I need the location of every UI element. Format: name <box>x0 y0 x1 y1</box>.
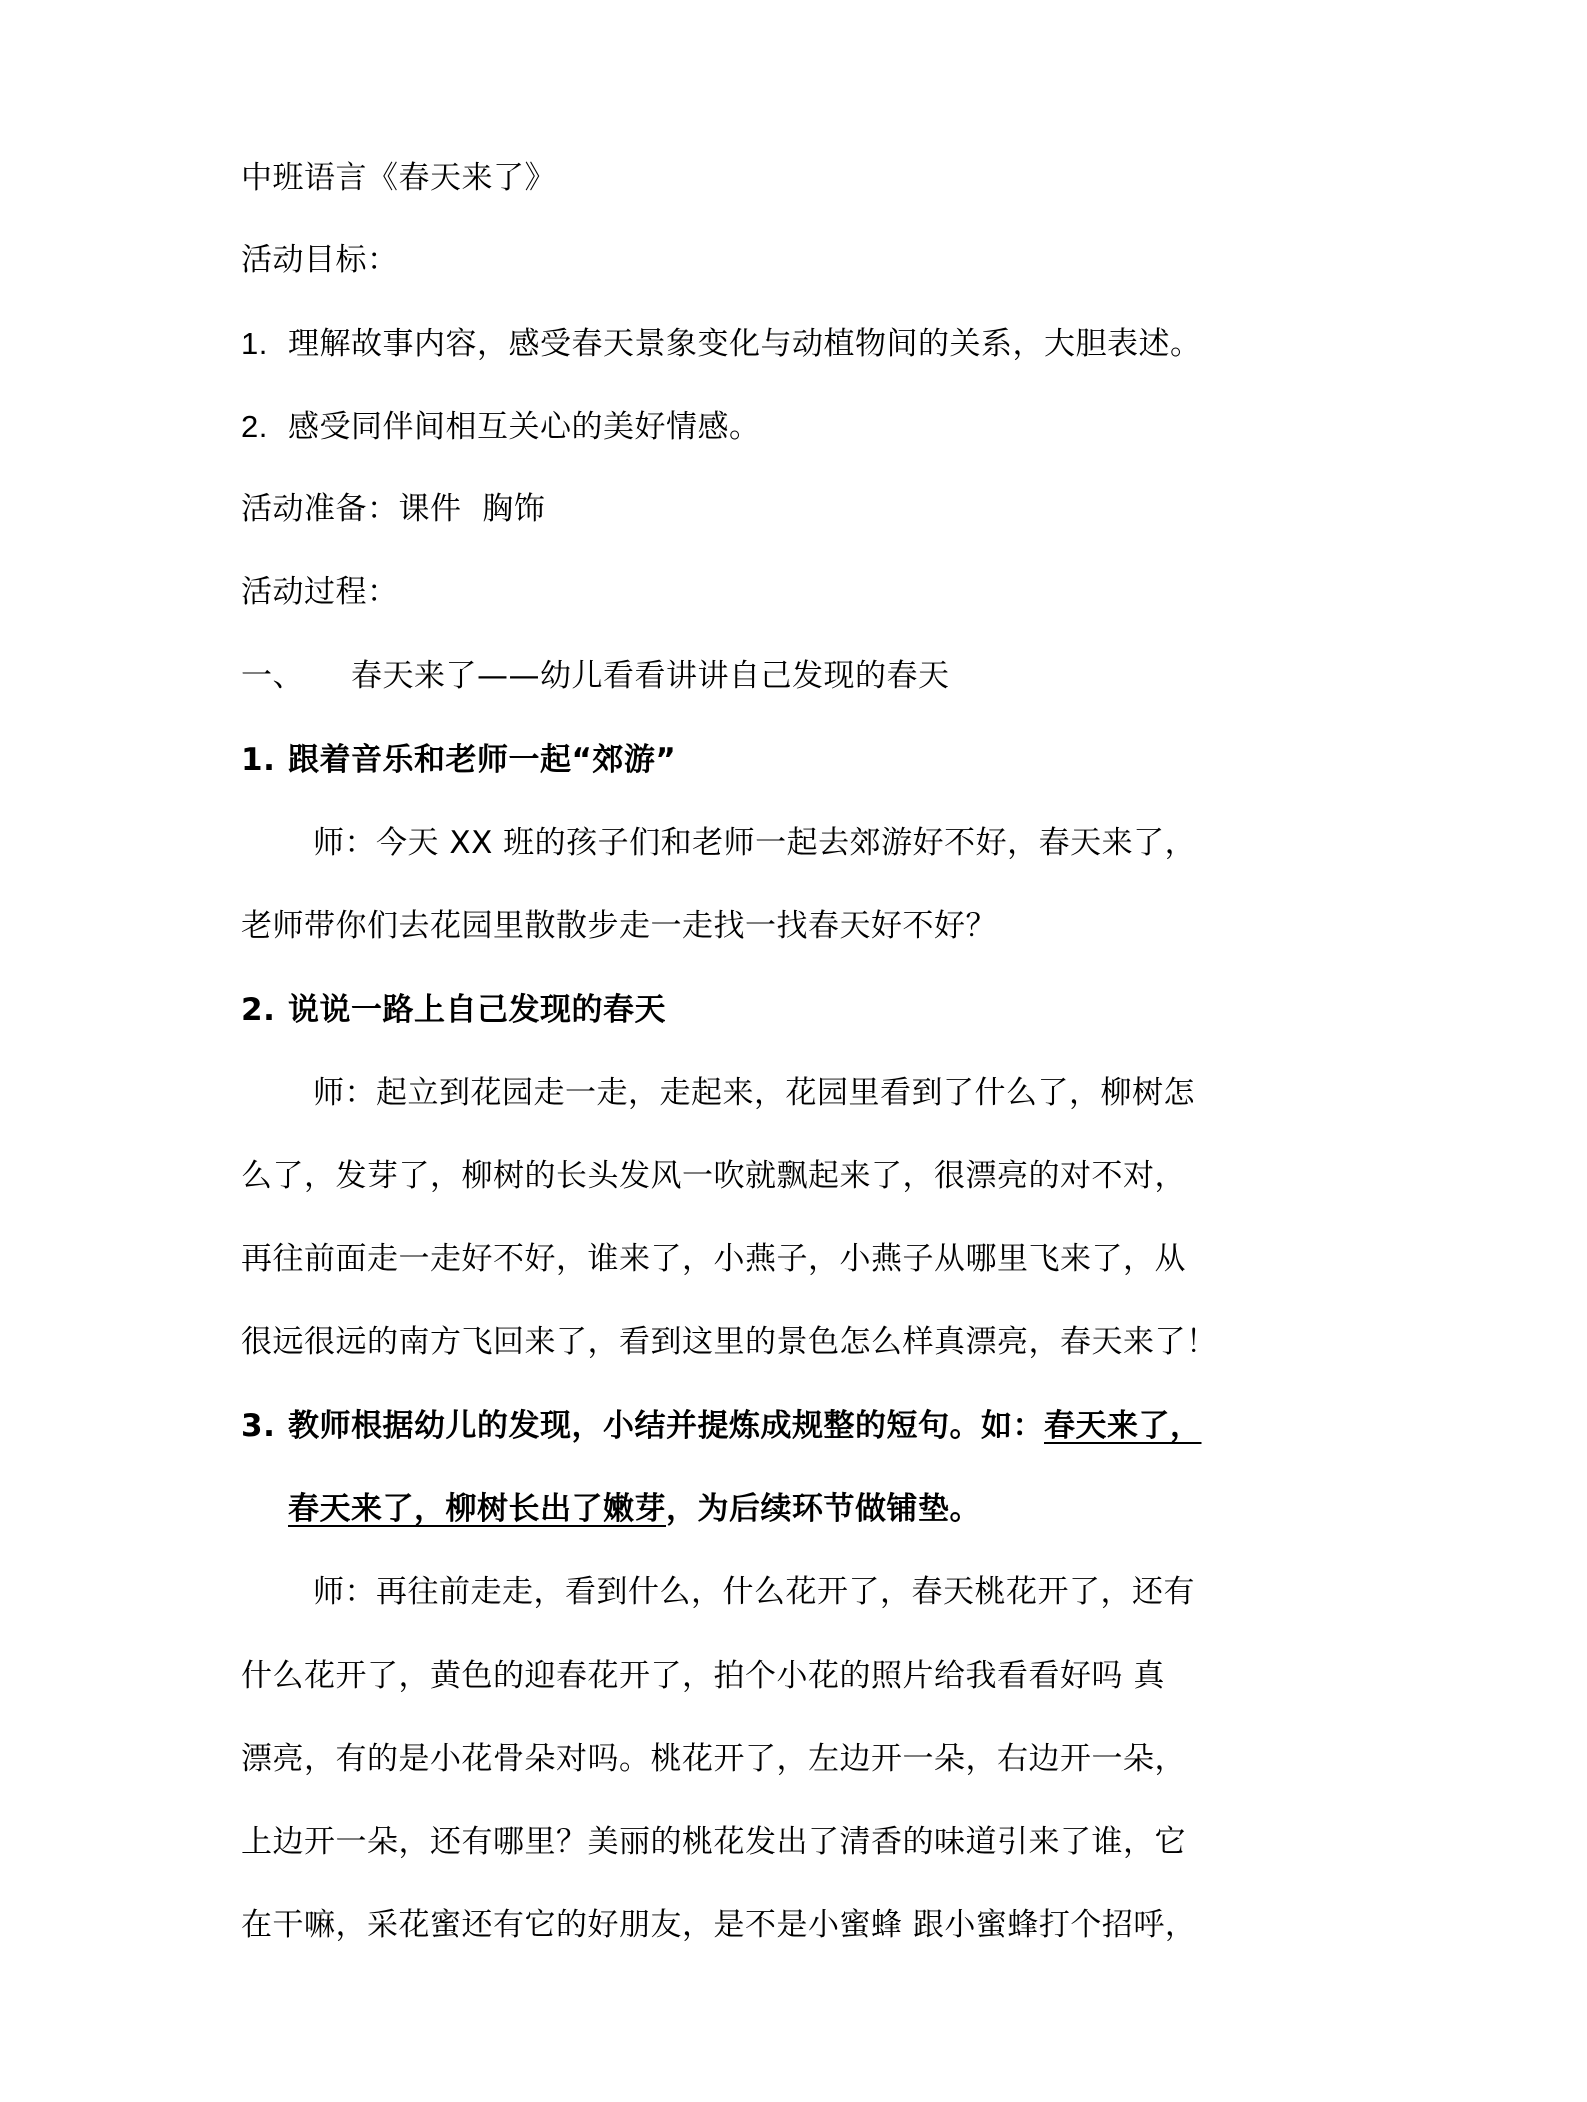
step-heading-3-continued <box>288 1489 981 1529</box>
example-sentence-underlined: 春天来了， <box>1044 1408 1202 1444</box>
goal-item-2 <box>241 407 761 447</box>
goal-item-1 <box>241 324 1202 364</box>
step-heading-3 <box>241 1406 1202 1446</box>
document-title: 中班语言《春天来了》 <box>241 160 556 196</box>
step-title: 说说一路上自己发现的春天 <box>288 992 666 1028</box>
paragraph-line: 么了，发芽了，柳树的长头发风一吹就飘起来了，很漂亮的对不对， <box>241 1158 1186 1194</box>
paragraph-line: 老师带你们去花园里散散步走一走找一找春天好不好？ <box>241 908 997 944</box>
section-mark: 一、 <box>241 658 304 694</box>
step-text: ，为后续环节做铺垫。 <box>666 1491 981 1527</box>
step-text: 教师根据幼儿的发现，小结并提炼成规整的短句。如： <box>288 1408 1044 1444</box>
step-number: 1. <box>241 742 276 778</box>
step-number: 3. <box>241 1408 276 1444</box>
preparation-line <box>241 489 545 529</box>
goal-number: 1. <box>241 326 268 361</box>
paragraph-line: 再往前面走一走好不好，谁来了，小燕子，小燕子从哪里飞来了，从 <box>241 1241 1186 1277</box>
paragraph-line: 师：今天 XX 班的孩子们和老师一起去郊游好不好，春天来了， <box>313 825 1197 861</box>
step-title: 跟着音乐和老师一起“郊游” <box>288 742 677 778</box>
example-sentence-underlined: 春天来了，柳树长出了嫩芽 <box>288 1491 666 1527</box>
step-number: 2. <box>241 992 276 1028</box>
step-heading-1 <box>241 740 676 780</box>
paragraph-line: 师：再往前走走，看到什么，什么花开了，春天桃花开了，还有 <box>313 1574 1195 1610</box>
paragraph-line: 漂亮，有的是小花骨朵对吗。桃花开了，左边开一朵，右边开一朵， <box>241 1741 1186 1777</box>
goal-number: 2. <box>241 409 268 444</box>
paragraph-line: 在干嘛，采花蜜还有它的好朋友，是不是小蜜蜂 跟小蜜蜂打个招呼， <box>241 1907 1197 1943</box>
preparation-value: 课件 胸饰 <box>398 491 546 527</box>
step-heading-2 <box>241 990 666 1030</box>
paragraph-line: 什么花开了，黄色的迎春花开了，拍个小花的照片给我看看好吗 真 <box>241 1658 1165 1694</box>
paragraph-line: 很远很远的南方飞回来了，看到这里的景色怎么样真漂亮，春天来了！ <box>241 1324 1218 1360</box>
goal-text: 感受同伴间相互关心的美好情感。 <box>288 409 761 445</box>
section-title: 春天来了——幼儿看看讲讲自己发现的春天 <box>351 658 950 694</box>
process-heading: 活动过程： <box>241 574 399 610</box>
goals-heading: 活动目标： <box>241 242 399 278</box>
preparation-label: 活动准备： <box>241 491 399 527</box>
paragraph-line: 师：起立到花园走一走，走起来，花园里看到了什么了，柳树怎 <box>313 1075 1195 1111</box>
goal-text: 理解故事内容，感受春天景象变化与动植物间的关系，大胆表述。 <box>288 326 1202 362</box>
paragraph-line: 上边开一朵，还有哪里？美丽的桃花发出了清香的味道引来了谁，它 <box>241 1824 1186 1860</box>
section-heading-1 <box>241 656 950 696</box>
